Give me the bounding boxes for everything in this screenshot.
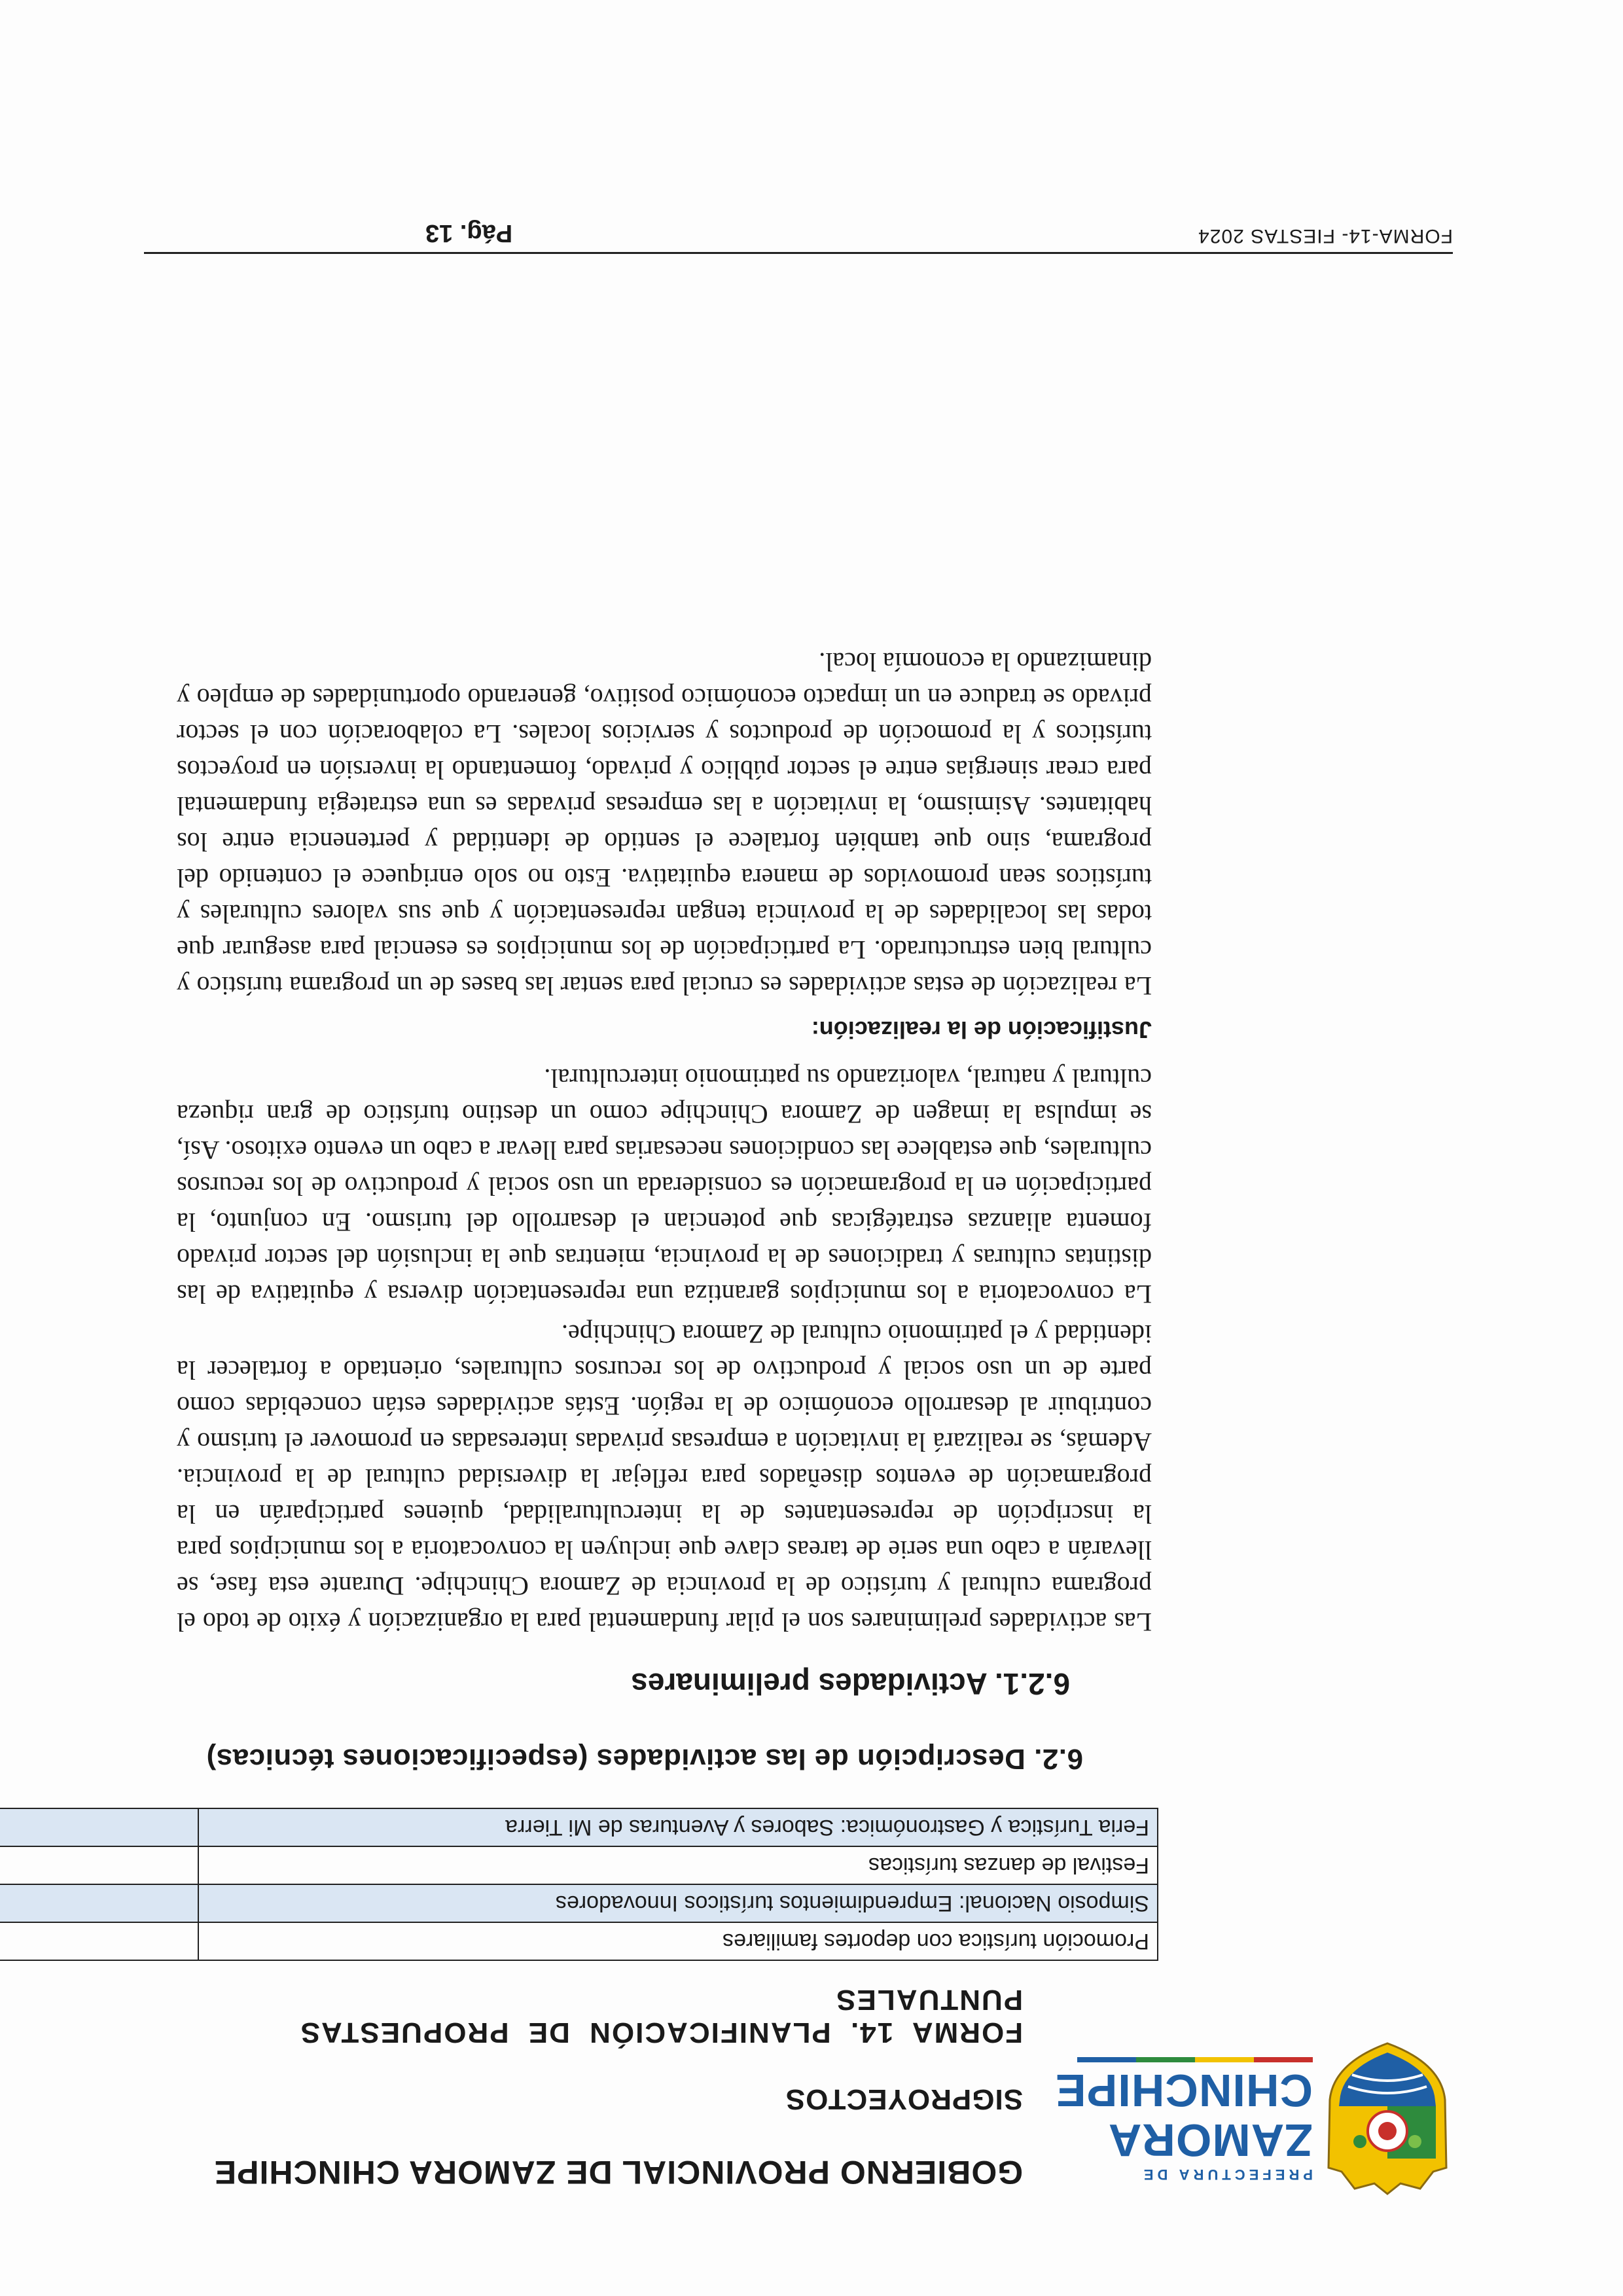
coat-of-arms-icon [1322,2041,1453,2198]
page-content [151,644,1453,2198]
body-text [177,644,1152,1640]
logo-small-text: PREFECTURA DE [1139,2166,1313,2183]
page-footer [144,219,1453,254]
subsection-heading: 6.2.1. Actividades preliminares [631,1667,1070,1701]
activity-cell: Promoción turística con deportes familiares [198,1922,1158,1960]
activities-table [0,1808,1158,1961]
page-number: Pág. 13 [425,219,513,247]
logo-wordmark [1055,2057,1313,2181]
footer-form-label: FORMA-14- FIESTAS 2024 [1198,225,1453,247]
empty-cell [0,1808,198,1846]
justification-heading: Justificación de la realización: [811,1016,1152,1043]
header-forma: FORMA 14. PLANIFICACIÓN DE PROPUESTAS PUNTUALES [299,1984,1024,2049]
page-header [151,1984,1453,2198]
empty-cell [0,1922,198,1960]
logo-line-zamora: ZAMORA [1107,2115,1313,2166]
header-subtitle: SIGPROYECTOS [785,2083,1024,2115]
paragraph-convocatoria: La convocatoria a los municipios garantiza una representación diversa y equitativa de las distintas culturas y tradiciones de la provincia, mientras que la inclusión del sector privado fomenta alianzas estratégicas que potencian el desarrollo del turismo. En conjunto, la participación en la programación es considerada un uso social y productivo de los recursos culturales, que establece las condiciones necesarias para llevar a cabo un evento exitoso. Así, se impulsa la imagen de Zamora Chinchipe como un destino turístico de gran riqueza cultural y natural, valorizando su patrimonio intercultural. [177,1064,1152,1309]
activity-cell: Simposio Nacional: Emprendimientos turísticos Innovadores [198,1884,1158,1922]
header-text-block [151,1983,1023,2198]
header-title: GOBIERNO PROVINCIAL DE ZAMORA CHINCHIPE [213,2154,1024,2191]
table-row [0,1846,1158,1884]
section-heading: 6.2. Descripción de las actividades (especificaciones técnicas) [206,1743,1083,1775]
paragraph-preliminares: Las actividades preliminares son el pilar fundamental para la organización y éxito de todo el programa cultural y turístico de la provincia de Zamora Chinchipe. Durante esta fase, se llevarán a cabo una serie de tareas clave que incluyen la convocatoria a los municipios para la inscripción de representantes de la interculturalidad, quienes participarán en la programación de eventos diseñados para reflejar la diversidad cultural de la provincia. Además, se realizará la invitación a empresas privadas interesadas en promover el turismo y contribuir al desarrollo económico de la región. Estás actividades están concebidas como parte de un uso social y productivo de los recursos culturales, orientado a fortalecer la identidad y el patrimonio cultural de Zamora Chinchipe. [177,1319,1152,1637]
logo-line-chinchipe: CHINCHIPE [1054,2065,1313,2116]
table-row [0,1808,1158,1846]
empty-cell [0,1846,198,1884]
table-row [0,1922,1158,1960]
prefectura-logo [1023,2041,1453,2198]
empty-cell [0,1884,198,1922]
table-row [0,1884,1158,1922]
paragraph-justificacion: La realización de estas actividades es crucial para sentar las bases de un programa turístico y cultural bien estructurado. La participación de los municipios es esencial para asegurar que todas las localidades de la provincia tengan representación y que sus valores culturales y turísticos sean promovidos de manera equitativa. Esto no solo enriquece el contenido del programa, sino que también fortalece el sentido de identidad y pertenencia entre los habitantes. Asimismo, la invitación a las empresas privadas es una estrategia fundamental para crear sinergias entre el sector público y privado, fomentando la inversión en proyectos turísticos y la promoción de productos y servicios locales. La colaboración con el sector privado se traduce en un impacto económico positivo, generando oportunidades de empleo y dinamizando la economía local. [177,647,1152,1001]
activity-cell: Feria Turística y Gastronómica: Sabores y Aventuras de Mi Tierra [198,1808,1158,1846]
activity-cell: Festival de danzas turísticas [198,1846,1158,1884]
logo-color-band [1077,2057,1313,2062]
